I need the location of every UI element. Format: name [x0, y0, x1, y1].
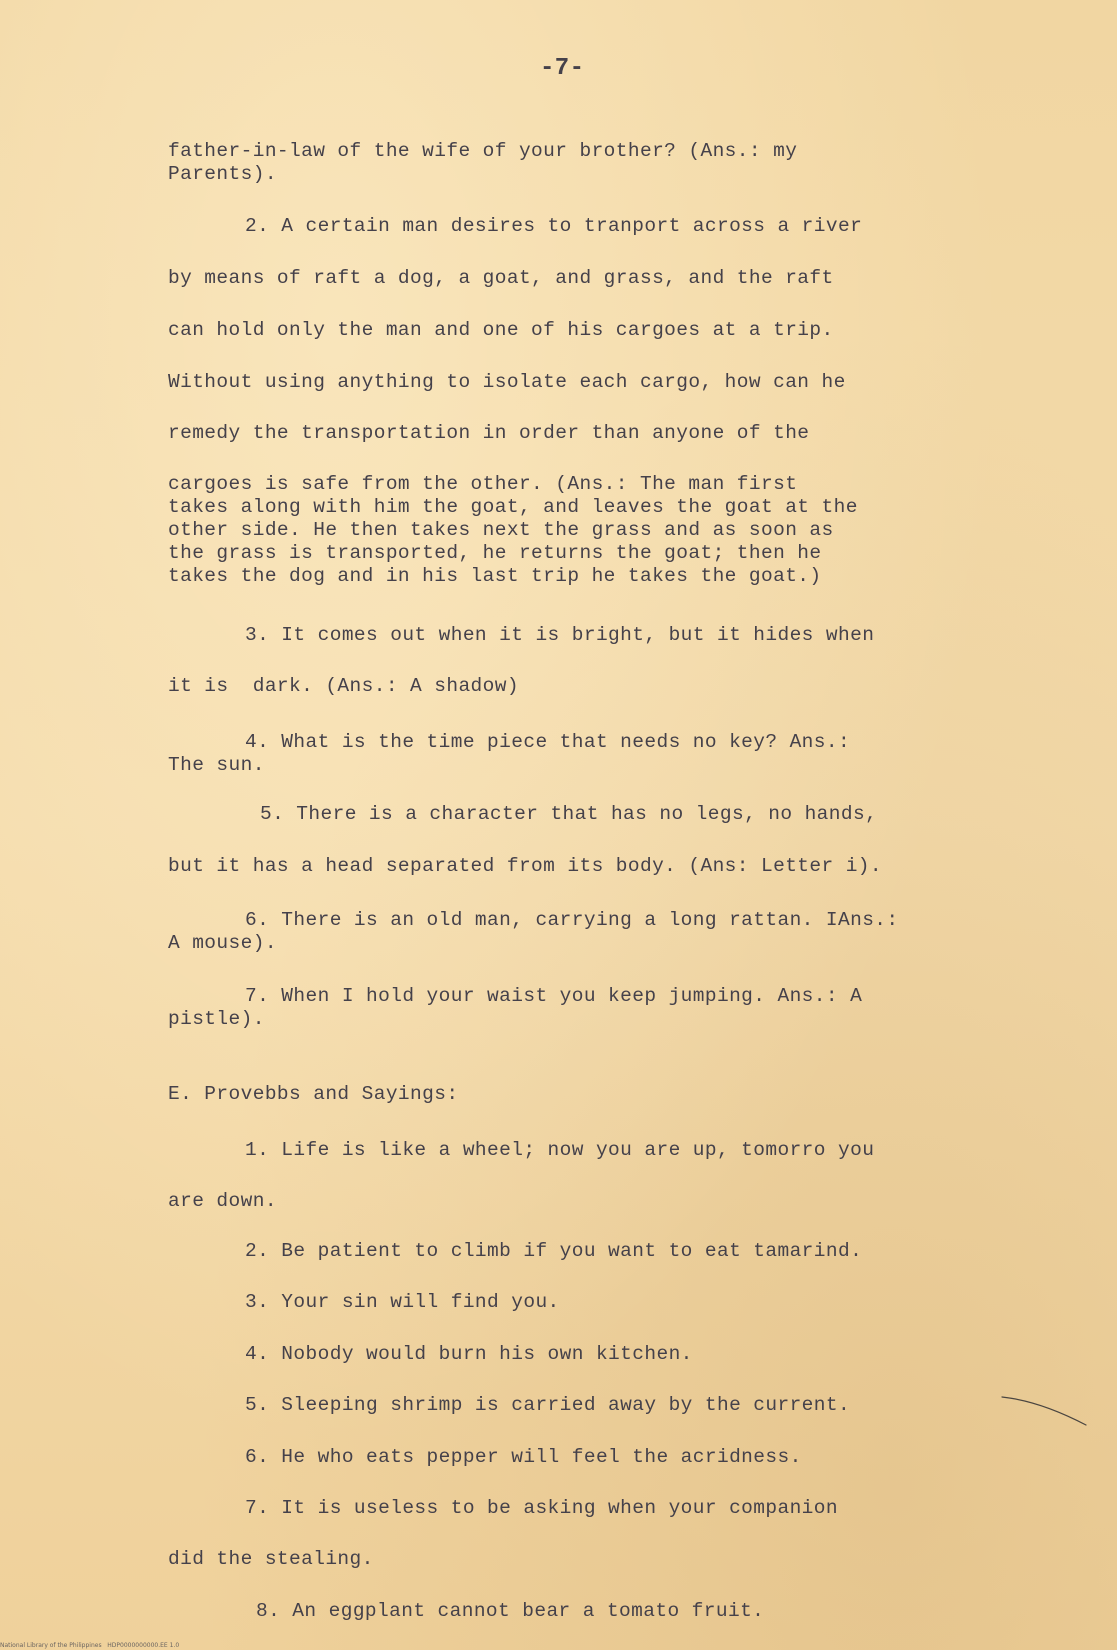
- riddle-2-line-9: the grass is transported, he returns the goat; then he: [168, 542, 822, 564]
- footer-watermark: National Library of the Philippines HDP0000000000.EE 1.0: [0, 1642, 180, 1649]
- riddle-4-line-1: 4. What is the time piece that needs no key? Ans.:: [245, 731, 851, 753]
- proverb-7-line-1: 7. It is useless to be asking when your companion: [245, 1497, 838, 1519]
- riddle-2-line-1: 2. A certain man desires to tranport across a river: [245, 215, 863, 237]
- riddle-1-line-2: Parents).: [168, 163, 277, 185]
- riddle-2-line-10: takes the dog and in his last trip he takes the goat.): [168, 565, 822, 587]
- proverb-5: 5. Sleeping shrimp is carried away by the current.: [245, 1394, 851, 1416]
- riddle-2-line-5: remedy the transportation in order than anyone of the: [168, 422, 810, 444]
- proverb-2: 2. Be patient to climb if you want to eat tamarind.: [245, 1240, 863, 1262]
- riddle-5-line-1: 5. There is a character that has no legs, no hands,: [260, 803, 878, 825]
- section-heading: E. Provebbs and Sayings:: [168, 1083, 459, 1105]
- proverb-8: 8. An eggplant cannot bear a tomato fruit.: [256, 1600, 765, 1622]
- riddle-2-line-2: by means of raft a dog, a goat, and grass, and the raft: [168, 267, 834, 289]
- proverb-7-line-2: did the stealing.: [168, 1548, 374, 1570]
- riddle-3-line-1: 3. It comes out when it is bright, but it hides when: [245, 624, 875, 646]
- proverb-4: 4. Nobody would burn his own kitchen.: [245, 1343, 693, 1365]
- riddle-6-line-2: A mouse).: [168, 932, 277, 954]
- page-number: -7-: [540, 55, 585, 82]
- riddle-1-line-1: father-in-law of the wife of your brother? (Ans.: my: [168, 140, 798, 162]
- riddle-2-line-8: other side. He then takes next the grass and as soon as: [168, 519, 834, 541]
- riddle-7-line-2: pistle).: [168, 1008, 265, 1030]
- riddle-5-line-2: but it has a head separated from its body. (Ans: Letter i).: [168, 855, 883, 877]
- riddle-4-line-2: The sun.: [168, 754, 265, 776]
- riddle-2-line-3: can hold only the man and one of his cargoes at a trip.: [168, 319, 834, 341]
- riddle-2-line-7: takes along with him the goat, and leaves the goat at the: [168, 496, 858, 518]
- proverb-1-line-2: are down.: [168, 1190, 277, 1212]
- riddle-7-line-1: 7. When I hold your waist you keep jumping. Ans.: A: [245, 985, 863, 1007]
- riddle-6-line-1: 6. There is an old man, carrying a long rattan. IAns.:: [245, 909, 899, 931]
- proverb-1-line-1: 1. Life is like a wheel; now you are up, tomorro you: [245, 1139, 875, 1161]
- riddle-2-line-4: Without using anything to isolate each cargo, how can he: [168, 371, 846, 393]
- riddle-2-line-6: cargoes is safe from the other. (Ans.: The man first: [168, 473, 798, 495]
- riddle-3-line-2: it is dark. (Ans.: A shadow): [168, 675, 519, 697]
- pen-stroke-mark: [1000, 1395, 1090, 1435]
- proverb-3: 3. Your sin will find you.: [245, 1291, 560, 1313]
- proverb-6: 6. He who eats pepper will feel the acridness.: [245, 1446, 802, 1468]
